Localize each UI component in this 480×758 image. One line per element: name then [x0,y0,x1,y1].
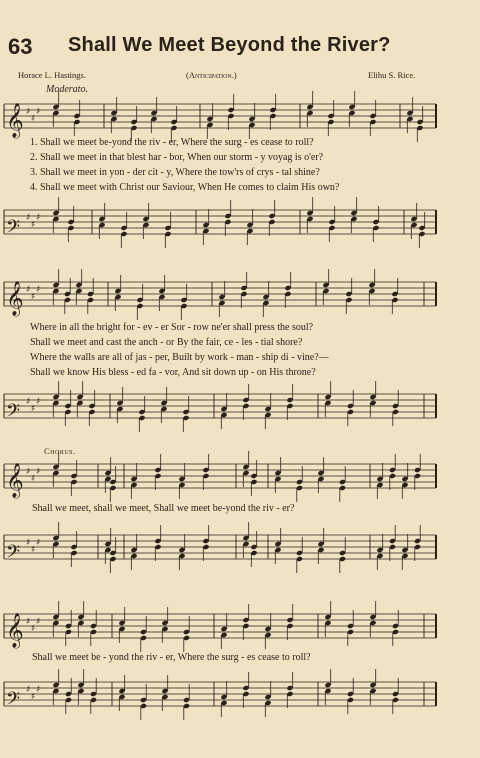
hymn-title: Shall We Meet Beyond the River? [68,34,391,56]
svg-text:♯: ♯ [31,474,36,485]
hymn-subtitle: (Anticipation.) [186,70,237,80]
verse-4-line-1: 4. Shall we meet with Christ our Saviour, When He comes to claim His own? [30,182,340,193]
svg-text:♯: ♯ [31,404,36,415]
verse-2-line-1: 2. Shall we meet in that blest har - bor, When our storm - y voyag is o'er? [30,152,324,163]
verse-1-line-1: 1. Shall we meet be-yond the riv - er, Where the surg - es cease to roll? [30,137,314,148]
svg-text:♯: ♯ [26,467,31,477]
bass-staff-1 [0,200,480,250]
bass-staff-2 [0,384,480,434]
svg-text:♯: ♯ [31,114,36,125]
svg-text:♯: ♯ [36,107,41,117]
composer-credit: Elihu S. Rice. [368,70,416,80]
svg-text:♯: ♯ [26,285,31,295]
svg-text:♯: ♯ [36,538,41,548]
svg-text:𝄞: 𝄞 [6,103,24,138]
svg-text:𝄢: 𝄢 [6,689,21,714]
svg-text:𝄢: 𝄢 [6,217,21,242]
svg-text:♯: ♯ [36,617,41,627]
chorus-line-1: Shall we meet, shall we meet, Shall we meet be-yond the riv - er? [32,503,295,514]
svg-text:♯: ♯ [26,213,31,223]
svg-text:♯: ♯ [26,538,31,548]
chorus-label: Chorus. [44,446,76,456]
svg-text:♯: ♯ [31,692,36,703]
svg-text:♯: ♯ [26,685,31,695]
svg-text:𝄢: 𝄢 [6,542,21,567]
svg-text:♯: ♯ [31,220,36,231]
svg-text:♯: ♯ [36,285,41,295]
svg-text:𝄞: 𝄞 [6,281,24,316]
svg-text:𝄞: 𝄞 [6,463,24,498]
svg-text:♯: ♯ [36,213,41,223]
svg-text:♯: ♯ [31,545,36,556]
tempo-marking: Moderato. [46,84,88,95]
svg-text:♯: ♯ [26,617,31,627]
hymn-number: 63 [8,34,33,59]
bass-staff-4 [0,672,480,722]
verse-3-line-1: 3. Shall we meet in yon - der cit - y, Where the tow'rs of crys - tal shine? [30,167,320,178]
svg-text:♯: ♯ [36,397,41,407]
verse-4-line-2: Shall we know His bless - ed fa - vor, And sit down up - on His throne? [30,367,316,378]
svg-text:♯: ♯ [36,685,41,695]
svg-text:♯: ♯ [31,624,36,635]
svg-text:♯: ♯ [26,107,31,117]
svg-text:𝄞: 𝄞 [6,613,24,648]
svg-text:♯: ♯ [26,397,31,407]
treble-staff-3 [0,454,480,504]
bass-staff-3 [0,525,480,575]
treble-staff-4 [0,604,480,654]
author-credit: Horace L. Hastings. [18,70,86,80]
svg-text:♯: ♯ [31,292,36,303]
chorus-line-2: Shall we meet be - yond the riv - er, Where the surg - es cease to roll? [32,652,311,663]
svg-text:♯: ♯ [36,467,41,477]
svg-text:𝄢: 𝄢 [6,401,21,426]
verse-3-line-2: Where the walls are all of jas - per, Built by work - man - ship di - vine?— [30,352,329,363]
treble-staff-2 [0,272,480,322]
verse-2-line-2: Shall we meet and cast the anch - or By the fair, ce - les - tial shore? [30,337,303,348]
verse-1-line-2: Where in all the bright for - ev - er Sor - row ne'er shall press the soul? [30,322,314,333]
